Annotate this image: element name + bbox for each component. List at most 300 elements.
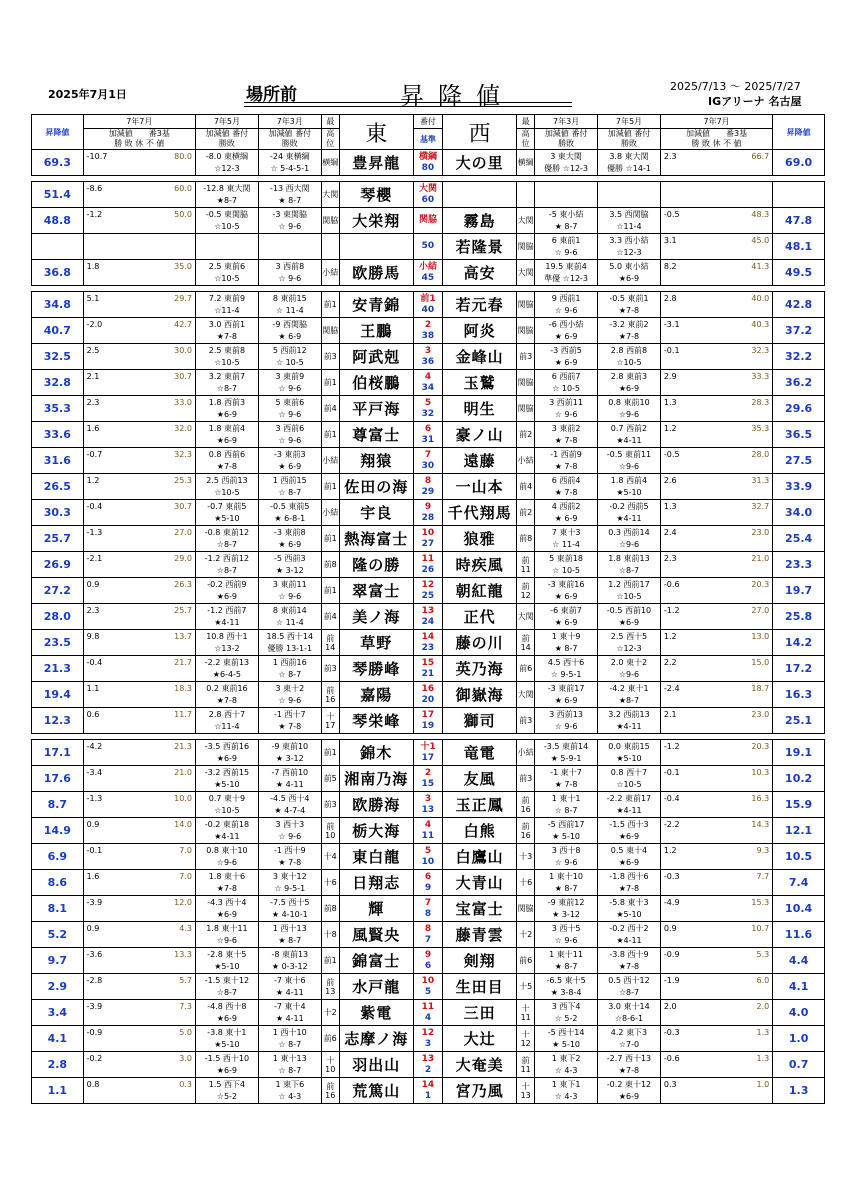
west-m5: 2.8 西前8 bbox=[610, 345, 648, 355]
east-value bbox=[32, 448, 84, 474]
west-value-text: 16.3 bbox=[785, 688, 813, 701]
west-m3-record: ★ 7-8 bbox=[554, 435, 578, 445]
east-value bbox=[32, 1052, 84, 1078]
table-row bbox=[32, 474, 825, 500]
west-m3-cell bbox=[535, 604, 598, 630]
east-adj: 1.8 bbox=[86, 261, 100, 271]
west-wrestler-name: 宝富士 bbox=[455, 900, 504, 918]
west-m5-cell bbox=[598, 1052, 661, 1078]
east-high-cell bbox=[321, 1078, 339, 1104]
west-base: 21.0 bbox=[751, 553, 770, 563]
west-m7-cell bbox=[660, 1000, 772, 1026]
table-row bbox=[32, 974, 825, 1000]
rank-cell bbox=[413, 474, 442, 500]
east-m7-cell bbox=[83, 844, 195, 870]
west-high-cell bbox=[517, 896, 535, 922]
table-row bbox=[32, 766, 825, 792]
east-name-cell bbox=[339, 396, 413, 422]
east-m3-record: ★ 4-7-4 bbox=[274, 805, 306, 815]
east-m5: -3.2 西前15 bbox=[204, 767, 250, 777]
east-m7-cell bbox=[83, 422, 195, 448]
west-m3-cell bbox=[535, 182, 598, 208]
base-value: 21 bbox=[421, 668, 435, 679]
west-m3-cell bbox=[535, 500, 598, 526]
east-m5: 2.5 東前6 bbox=[208, 261, 246, 271]
east-m3-cell bbox=[258, 682, 321, 708]
west-m5: -0.2 東十12 bbox=[606, 1079, 652, 1089]
west-high: 前3 bbox=[519, 774, 533, 783]
east-value-text: 36.8 bbox=[43, 266, 71, 279]
west-m7-cell bbox=[660, 1078, 772, 1104]
west-m7-cell bbox=[660, 344, 772, 370]
rank-cell bbox=[413, 552, 442, 578]
west-m3: 3 東大関 bbox=[550, 151, 582, 161]
west-wrestler-name: 阿炎 bbox=[463, 322, 496, 340]
east-high-cell bbox=[321, 708, 339, 734]
east-m5-cell bbox=[195, 948, 258, 974]
rank-label: 13 bbox=[421, 605, 435, 616]
east-m3: 1 西十13 bbox=[272, 923, 307, 933]
west-m5-record: ★4-11 bbox=[616, 721, 642, 731]
east-value bbox=[32, 422, 84, 448]
east-wrestler-name: 大栄翔 bbox=[352, 212, 401, 230]
east-m5: 1.8 東前4 bbox=[208, 423, 246, 433]
east-high: 関脇 bbox=[322, 216, 339, 225]
west-adj: 1.2 bbox=[663, 845, 677, 855]
west-high: 十5 bbox=[519, 982, 533, 991]
west-high-cell bbox=[517, 292, 535, 318]
west-adj: 2.4 bbox=[663, 527, 677, 537]
west-high-cell bbox=[517, 474, 535, 500]
west-m7-cell bbox=[660, 656, 772, 682]
west-adj: -0.3 bbox=[663, 871, 680, 881]
east-name-cell bbox=[339, 896, 413, 922]
east-m3-cell bbox=[258, 318, 321, 344]
east-value bbox=[32, 1000, 84, 1026]
east-value-text: 8.7 bbox=[47, 798, 68, 811]
east-base: 25.3 bbox=[174, 475, 192, 485]
west-m3: -9 東前12 bbox=[547, 897, 585, 907]
east-m5-cell bbox=[195, 318, 258, 344]
west-high-cell bbox=[517, 526, 535, 552]
west-m7-cell bbox=[660, 208, 772, 234]
west-m5-cell bbox=[598, 1026, 661, 1052]
east-m3: -5 西前3 bbox=[274, 553, 306, 563]
east-high-cell bbox=[321, 344, 339, 370]
east-m5: 1.8 東十6 bbox=[208, 871, 246, 881]
base-value: 5 bbox=[424, 986, 432, 997]
east-value-text: 40.7 bbox=[43, 324, 71, 337]
rank-label: 小結 bbox=[418, 261, 437, 272]
east-m5: -4.8 西十8 bbox=[207, 1001, 247, 1011]
east-high-cell bbox=[321, 208, 339, 234]
west-m5-cell bbox=[598, 922, 661, 948]
table-row bbox=[32, 234, 825, 260]
east-m5-record: ★6-9 bbox=[216, 1013, 238, 1023]
east-m5-record: ★5-10 bbox=[214, 961, 240, 971]
east-m7-cell bbox=[83, 234, 195, 260]
sub-w-m3: 加減値 番付 勝敗 bbox=[535, 129, 598, 150]
west-wrestler-name: 高安 bbox=[463, 264, 496, 282]
east-name-cell bbox=[339, 208, 413, 234]
east-wrestler-name: 熱海富士 bbox=[344, 530, 409, 548]
east-m3-record: ☆ 9-6 bbox=[278, 831, 302, 841]
east-name-cell bbox=[339, 448, 413, 474]
west-adj: -0.4 bbox=[663, 793, 680, 803]
west-value bbox=[773, 1078, 825, 1104]
west-m3: -3 東前16 bbox=[547, 579, 585, 589]
east-high: 十6 bbox=[323, 878, 337, 887]
west-m3: 6 東前1 bbox=[551, 235, 581, 245]
west-name-cell bbox=[443, 260, 517, 286]
west-adj: 2.9 bbox=[663, 371, 677, 381]
east-high-cell bbox=[321, 474, 339, 500]
rank-label: 8 bbox=[424, 923, 432, 934]
west-value-text: 4.0 bbox=[788, 1006, 809, 1019]
west-m5-record: ★5-10 bbox=[616, 909, 642, 919]
east-m5-cell bbox=[195, 922, 258, 948]
west-wrestler-name: 大辻 bbox=[463, 1030, 496, 1048]
rank-label: 6 bbox=[424, 423, 432, 434]
east-name-cell bbox=[339, 474, 413, 500]
east-high: 十10 bbox=[325, 1055, 336, 1074]
east-value-text: 28.0 bbox=[43, 610, 71, 623]
east-m3-record: ★ 6-9 bbox=[278, 539, 302, 549]
east-base: 14.0 bbox=[174, 819, 192, 829]
west-high-cell bbox=[517, 1052, 535, 1078]
west-value bbox=[773, 870, 825, 896]
base-value: 4 bbox=[424, 1012, 432, 1023]
west-value bbox=[773, 792, 825, 818]
east-m5: 2.5 東前8 bbox=[208, 345, 246, 355]
east-m7-cell bbox=[83, 448, 195, 474]
rank-cell bbox=[413, 896, 442, 922]
east-m3: 3 西十3 bbox=[275, 819, 305, 829]
west-m5-cell bbox=[598, 396, 661, 422]
east-m3: -0.5 東前5 bbox=[270, 501, 310, 511]
east-high: 前1 bbox=[323, 586, 337, 595]
west-high: 小結 bbox=[517, 456, 534, 465]
east-m7-cell bbox=[83, 370, 195, 396]
west-base: 35.3 bbox=[751, 423, 770, 433]
west-m3-record: ☆ 10-5 bbox=[552, 565, 581, 575]
west-adj: 2.3 bbox=[663, 151, 677, 161]
east-value bbox=[32, 630, 84, 656]
west-value bbox=[773, 682, 825, 708]
west-base: 18.7 bbox=[751, 683, 770, 693]
west-value bbox=[773, 526, 825, 552]
east-base: 0.3 bbox=[179, 1079, 192, 1089]
west-high: 前6 bbox=[519, 664, 533, 673]
east-m5-record: ☆9-6 bbox=[216, 857, 238, 867]
west-adj: -1.2 bbox=[663, 605, 680, 615]
west-m3-cell bbox=[535, 740, 598, 766]
west-high: 十13 bbox=[520, 1081, 531, 1100]
east-m3-cell bbox=[258, 396, 321, 422]
west-m5-record: ★4-11 bbox=[616, 513, 642, 523]
west-m5: 2.0 東十2 bbox=[610, 657, 648, 667]
east-value-text: 69.3 bbox=[43, 156, 71, 169]
east-m5: 1.8 東十11 bbox=[206, 923, 248, 933]
east-high-cell bbox=[321, 948, 339, 974]
west-m5-record: ☆8-7 bbox=[618, 987, 640, 997]
west-m3-record: ★ 5-10 bbox=[552, 831, 581, 841]
west-name-cell bbox=[443, 604, 517, 630]
east-m3: -7 西前10 bbox=[271, 767, 309, 777]
west-high-cell bbox=[517, 448, 535, 474]
rank-label: 7 bbox=[424, 897, 432, 908]
west-adj: 1.2 bbox=[663, 423, 677, 433]
table-row bbox=[32, 208, 825, 234]
west-name-cell bbox=[443, 682, 517, 708]
east-name-cell bbox=[339, 604, 413, 630]
west-high: 十3 bbox=[519, 852, 533, 861]
rank-cell bbox=[413, 708, 442, 734]
west-m7-cell bbox=[660, 740, 772, 766]
table-row bbox=[32, 708, 825, 734]
west-m3-cell bbox=[535, 234, 598, 260]
west-high-cell bbox=[517, 396, 535, 422]
west-m5-cell bbox=[598, 474, 661, 500]
west-base: 5.3 bbox=[756, 949, 770, 959]
rank-cell bbox=[413, 1000, 442, 1026]
west-m3-record: ★ 7-8 bbox=[554, 461, 578, 471]
east-m3-record: ★ 6-9 bbox=[278, 461, 302, 471]
west-m3: -6 西小結 bbox=[548, 319, 584, 329]
west-name-cell bbox=[443, 208, 517, 234]
east-base: 60.0 bbox=[174, 183, 192, 193]
west-high-cell bbox=[517, 948, 535, 974]
east-base: 30.7 bbox=[174, 501, 192, 511]
west-name-cell bbox=[443, 656, 517, 682]
west-m5-record: ★4-11 bbox=[616, 935, 642, 945]
west-m3: 1 東下2 bbox=[551, 1053, 581, 1063]
west-m3-record: ★ 3-8-4 bbox=[550, 987, 582, 997]
east-m5-cell bbox=[195, 448, 258, 474]
east-high: 前1 bbox=[323, 378, 337, 387]
col-rank: 番付 bbox=[413, 115, 442, 129]
west-m5-cell bbox=[598, 182, 661, 208]
east-value-text: 9.7 bbox=[47, 954, 68, 967]
east-value-text: 12.3 bbox=[43, 714, 71, 727]
east-value bbox=[32, 870, 84, 896]
west-m3-record: ★ 6-9 bbox=[554, 513, 578, 523]
east-value-text: 48.8 bbox=[43, 214, 71, 227]
west-value-text: 19.1 bbox=[785, 746, 813, 759]
east-wrestler-name: 琴櫻 bbox=[360, 186, 393, 204]
east-m5-cell bbox=[195, 896, 258, 922]
east-name-cell bbox=[339, 370, 413, 396]
west-wrestler-name: 狼雅 bbox=[463, 530, 496, 548]
east-value bbox=[32, 792, 84, 818]
west-high-cell bbox=[517, 630, 535, 656]
header-title: 場所前 bbox=[246, 85, 297, 105]
east-value bbox=[32, 370, 84, 396]
base-value: 50 bbox=[421, 241, 435, 251]
east-m7-cell bbox=[83, 656, 195, 682]
west-wrestler-name: 霧島 bbox=[463, 212, 496, 230]
west-m7-cell bbox=[660, 870, 772, 896]
west-base: 45.0 bbox=[751, 235, 770, 245]
east-m5: 0.8 東十10 bbox=[206, 845, 248, 855]
east-wrestler-name: 風賢央 bbox=[352, 926, 401, 944]
base-value: 19 bbox=[421, 720, 435, 731]
base-value: 17 bbox=[421, 752, 435, 763]
header-row-2 bbox=[32, 129, 825, 150]
west-m3-record: ☆ 4-3 bbox=[554, 1091, 578, 1101]
east-m3: -13 西大関 bbox=[270, 183, 310, 193]
east-high-cell bbox=[321, 844, 339, 870]
east-base: 11.7 bbox=[174, 709, 192, 719]
east-m7-cell bbox=[83, 1078, 195, 1104]
west-adj: -0.6 bbox=[663, 579, 680, 589]
east-value bbox=[32, 818, 84, 844]
table-row bbox=[32, 370, 825, 396]
east-base: 35.0 bbox=[174, 261, 192, 271]
west-m3-record: ★ 7-8 bbox=[554, 779, 578, 789]
west-value-text: 14.2 bbox=[785, 636, 813, 649]
west-name-cell bbox=[443, 740, 517, 766]
east-wrestler-name: 東白龍 bbox=[352, 848, 401, 866]
east-m5: 2.8 西十7 bbox=[208, 709, 246, 719]
east-m3-record: 優勝 13-1-1 bbox=[267, 643, 313, 653]
east-m7-cell bbox=[83, 500, 195, 526]
table-row bbox=[32, 150, 825, 176]
east-base: 7.0 bbox=[179, 871, 192, 881]
east-high: 小結 bbox=[322, 268, 339, 277]
base-value: 1 bbox=[424, 1090, 432, 1101]
rank-label: 9 bbox=[424, 949, 432, 960]
east-m3-record: ☆ 9-5-1 bbox=[274, 883, 306, 893]
west-m5-record: ☆7-0 bbox=[618, 1039, 640, 1049]
west-m3: -5 西前17 bbox=[547, 819, 585, 829]
west-adj: 0.9 bbox=[663, 923, 677, 933]
west-m7-cell bbox=[660, 682, 772, 708]
east-value bbox=[32, 682, 84, 708]
west-value bbox=[773, 1000, 825, 1026]
west-base: 40.0 bbox=[751, 293, 770, 303]
east-m3: 5 東前6 bbox=[275, 397, 305, 407]
west-high: 前16 bbox=[520, 821, 531, 840]
west-wrestler-name: 金峰山 bbox=[455, 348, 504, 366]
east-m5: -4.3 西十4 bbox=[207, 897, 247, 907]
east-m3-cell bbox=[258, 974, 321, 1000]
west-high: 大関 bbox=[517, 690, 534, 699]
west-m5-cell bbox=[598, 870, 661, 896]
east-adj: -4.2 bbox=[86, 741, 103, 751]
east-high: 十17 bbox=[325, 711, 336, 730]
east-m5-record: ☆10-5 bbox=[214, 273, 240, 283]
east-wrestler-name: 輝 bbox=[368, 900, 385, 918]
east-high: 前1 bbox=[323, 430, 337, 439]
west-name-cell bbox=[443, 1078, 517, 1104]
east-value-text: 1.1 bbox=[47, 1084, 68, 1097]
east-value-text: 27.2 bbox=[43, 584, 71, 597]
east-name-cell bbox=[339, 974, 413, 1000]
rank-cell bbox=[413, 844, 442, 870]
west-m5-cell bbox=[598, 656, 661, 682]
west-wrestler-name: 明生 bbox=[463, 400, 496, 418]
west-m7-cell bbox=[660, 474, 772, 500]
east-adj: -3.9 bbox=[86, 1001, 103, 1011]
east-m5-cell bbox=[195, 1052, 258, 1078]
header-row-1 bbox=[32, 115, 825, 129]
west-value bbox=[773, 182, 825, 208]
east-m5: 1.5 西下4 bbox=[208, 1079, 246, 1089]
west-m5-cell bbox=[598, 604, 661, 630]
west-m7-cell bbox=[660, 318, 772, 344]
east-m5-cell bbox=[195, 656, 258, 682]
rank-label: 3 bbox=[424, 345, 432, 356]
east-m5-cell bbox=[195, 740, 258, 766]
west-adj: 2.3 bbox=[663, 553, 677, 563]
east-m5-cell bbox=[195, 708, 258, 734]
west-m5-record: ☆12-3 bbox=[616, 643, 642, 653]
east-m5: 10.8 西十1 bbox=[206, 631, 248, 641]
rank-label: 7 bbox=[424, 449, 432, 460]
east-m5-record: ★7-8 bbox=[216, 695, 238, 705]
east-adj: -8.6 bbox=[86, 183, 103, 193]
east-m5-cell bbox=[195, 150, 258, 176]
east-m5-cell bbox=[195, 500, 258, 526]
east-wrestler-name: 羽出山 bbox=[352, 1056, 401, 1074]
west-m7-cell bbox=[660, 370, 772, 396]
west-adj: 2.6 bbox=[663, 475, 677, 485]
west-m3-cell bbox=[535, 344, 598, 370]
table-row bbox=[32, 682, 825, 708]
west-m5-record: ☆8-6-1 bbox=[614, 1013, 644, 1023]
east-m5-record: ☆10-5 bbox=[214, 805, 240, 815]
east-value bbox=[32, 1078, 84, 1104]
west-high-cell bbox=[517, 870, 535, 896]
east-m3-cell bbox=[258, 1078, 321, 1104]
rank-label: 5 bbox=[424, 845, 432, 856]
rank-cell bbox=[413, 740, 442, 766]
west-m3-record: ☆ 9-5-1 bbox=[550, 669, 582, 679]
west-high: 関脇 bbox=[517, 326, 534, 335]
table-row bbox=[32, 948, 825, 974]
west-m5-cell bbox=[598, 818, 661, 844]
east-m5-record: ☆10-5 bbox=[214, 357, 240, 367]
sub-w-m7: 加減値 番3基 勝 敗 休 不 値 bbox=[660, 129, 772, 150]
west-high-cell bbox=[517, 182, 535, 208]
east-m7-cell bbox=[83, 318, 195, 344]
east-m7-cell bbox=[83, 870, 195, 896]
rank-label: 16 bbox=[421, 683, 435, 694]
east-base: 26.3 bbox=[174, 579, 192, 589]
east-value-text: 31.6 bbox=[43, 454, 71, 467]
west-m7-cell bbox=[660, 708, 772, 734]
rank-label: 11 bbox=[421, 553, 435, 564]
west-wrestler-name: 正代 bbox=[463, 608, 496, 626]
west-value-text: 25.1 bbox=[785, 714, 813, 727]
east-base: 42.7 bbox=[174, 319, 192, 329]
west-wrestler-name: 若隆景 bbox=[455, 238, 504, 256]
east-value bbox=[32, 708, 84, 734]
west-m3-cell bbox=[535, 1078, 598, 1104]
east-m3: 5 西前12 bbox=[272, 345, 307, 355]
west-base: 2.0 bbox=[756, 1001, 770, 1011]
table-row bbox=[32, 740, 825, 766]
west-m5-cell bbox=[598, 766, 661, 792]
west-m5-cell bbox=[598, 792, 661, 818]
east-m5: -0.5 東関脇 bbox=[205, 209, 248, 219]
west-name-cell bbox=[443, 1026, 517, 1052]
rank-label: 10 bbox=[421, 527, 435, 538]
east-name-cell bbox=[339, 766, 413, 792]
west-adj: 3.1 bbox=[663, 235, 677, 245]
west-m5-cell bbox=[598, 1078, 661, 1104]
